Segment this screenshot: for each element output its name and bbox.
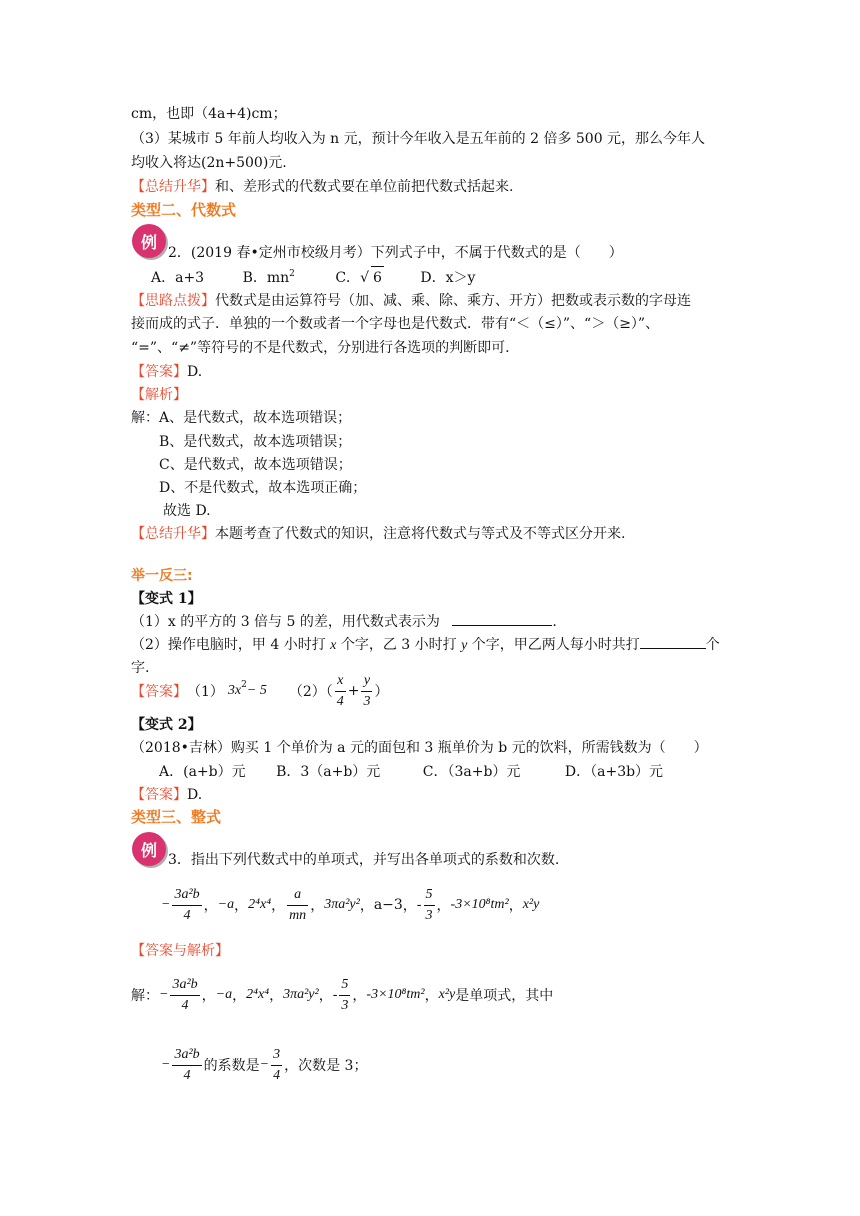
- solution-3-coef: − $\frac{\text{3a²b}}{4}$ 的系数是 − $\frac{3}{4}$ ，次数是 3；: [161, 1046, 368, 1083]
- answer-analysis-tag: 【答案与解析】: [131, 943, 229, 959]
- option-c: C．√ 6: [335, 270, 384, 286]
- answer-2: 【答案】D.: [131, 364, 203, 380]
- answer-tag-v1: 【答案】: [131, 684, 187, 700]
- solution-3: 解： − $\frac{\text{3a²b}}{4}$ ， −a ， 2⁴x⁴ ， 3πa²y² ， - $\frac{5}{3}$ ， -3×10⁸tm² ， x²y 是单项式，其中: [131, 976, 554, 1013]
- section-2-title: 类型二、代数式: [131, 201, 237, 219]
- prev-summary: [131, 176, 513, 198]
- variant-2-title: 【变式 2】: [131, 717, 202, 733]
- v2-option-a: A．(a+b）元: [159, 764, 246, 780]
- expression-list: − $\frac{\text{3a²b}}{4}$ ， −a ， 2⁴x⁴ ， $\frac{a}{mn}$ ， 3πa²y² ， a−3 ， - $\frac{5}{3}$ ， -3×10⁸tm² ， x²y: [161, 886, 540, 923]
- prev-line-3: 均收入将达(2n+500)元.: [131, 155, 287, 171]
- v2-option-b: B．3（a+b）元: [276, 764, 381, 780]
- option-a: A．a+3: [151, 270, 205, 286]
- hint-line-2: 接而成的式子．单独的一个数或者一个字母也是代数式．带有“＜（≤）”、“＞（≥）”、: [131, 316, 660, 332]
- solution-line-3: C、是代数式，故本选项错误；: [159, 457, 352, 473]
- v2-option-c: C．（3a+b）元: [422, 764, 521, 780]
- answer-blank-1[interactable]: [452, 611, 552, 626]
- variant-1-q1: （1）x 的平方的 3 倍与 5 的差，用代数式表示为 .: [131, 611, 557, 633]
- variant-1-q2: （2）操作电脑时，甲 4 小时打 x 个字，乙 3 小时打 y 个字，甲乙两人每小时共打 个: [131, 634, 720, 656]
- section-3-title: 类型三、整式: [131, 808, 222, 826]
- variant-2-answer: 【答案】D.: [131, 787, 203, 803]
- summary-tag: 【总结升华】: [131, 179, 215, 195]
- summary-tag-2: 【总结升华】: [131, 526, 215, 542]
- options-2: [151, 266, 475, 288]
- summary-2: 【总结升华】本题考查了代数式的知识，注意将代数式与等式及不等式区分开来.: [131, 526, 626, 542]
- summary-text: 和、差形式的代数式要在单位前把代数式括起来.: [215, 179, 514, 195]
- practice-title: 举一反三:: [131, 568, 193, 584]
- option-d: D．x＞y: [420, 270, 476, 286]
- variant-1-title: 【变式 1】: [131, 591, 202, 607]
- solution-line-1: 解：A、是代数式，故本选项错误；: [131, 410, 352, 426]
- variant-1-answer: 【答案】 （1） 3x 2 − 5 （2）（ $\frac{x}{4}$ + $\frac{y}{3}$ ）: [131, 672, 389, 709]
- hint-tag: 【思路点拨】: [131, 293, 215, 309]
- hint-line-1: 【思路点拨】代数式是由运算符号（加、减、乘、除、乘方、开方）把数或表示数的字母连: [131, 293, 691, 309]
- solution-line-5: 故选 D.: [163, 503, 211, 519]
- hint-line-3: “=”、“≠”等符号的不是代数式，分别进行各选项的判断即可.: [131, 340, 510, 356]
- question-2: 2．(2019 春•定州市校级月考）下列式子中，不属于代数式的是（ ）: [168, 245, 623, 261]
- variant-1-q2-cont: 字.: [131, 660, 150, 676]
- example-badge-3: 例: [132, 832, 166, 866]
- analysis-tag: 【解析】: [131, 387, 187, 403]
- variant-2-options: [159, 761, 663, 783]
- question-3: 3．指出下列代数式中的单项式，并写出各单项式的系数和次数.: [168, 852, 560, 868]
- prev-line-1: cm，也即（4a+4)cm；: [131, 106, 287, 122]
- v2-option-d: D．（a+3b）元: [564, 764, 664, 780]
- example-badge: 例: [132, 224, 166, 258]
- prev-line-2: （3）某城市 5 年前人均收入为 n 元，预计今年收入是五年前的 2 倍多 500 元，那么今年人: [131, 131, 706, 147]
- solution-line-2: B、是代数式，故本选项错误；: [159, 434, 352, 450]
- answer-blank-2[interactable]: [640, 634, 706, 649]
- variant-2-question: （2018•吉林）购买 1 个单价为 a 元的面包和 3 瓶单价为 b 元的饮料，所需钱数为（ ）: [131, 740, 708, 756]
- answer-tag: 【答案】: [131, 364, 187, 380]
- solution-line-4: D、不是代数式，故本选项正确；: [159, 480, 367, 496]
- option-b: B．$mn^2$: [242, 269, 295, 286]
